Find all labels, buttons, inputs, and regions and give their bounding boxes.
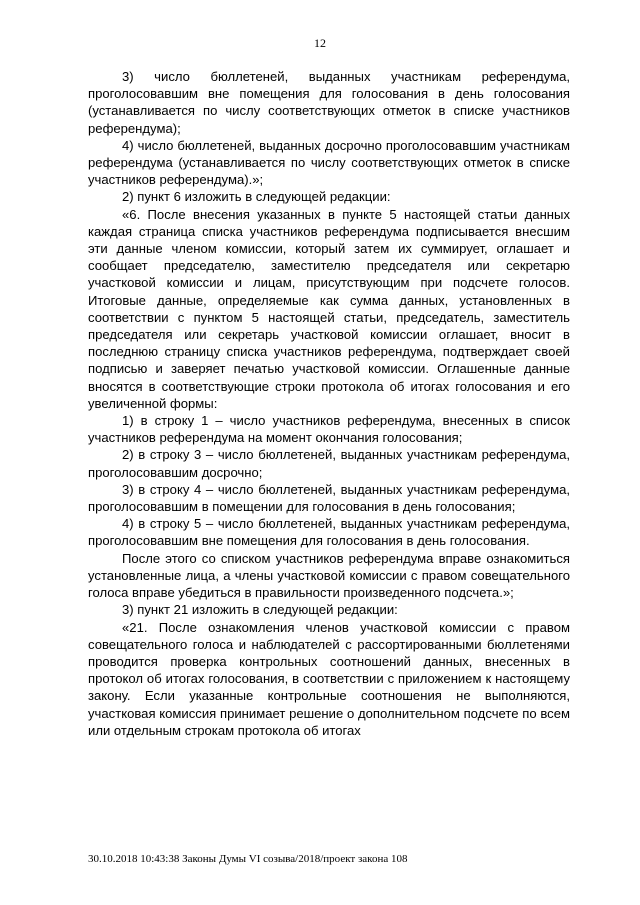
paragraph: 4) в строку 5 – число бюллетеней, выданных участникам референдума, проголосовавшим вне помещения для голосования в день голосования. [88,516,570,549]
paragraph: «6. После внесения указанных в пункте 5 настоящей статьи данных каждая страница списка участников референдума подписывается внесшим эти данные членом комиссии, который затем их суммирует, оглашает и сообщает председателю, заместителю председателя или секретарю участковой комиссии и лицам, присутствующим при подсчете голосов. Итоговые данные, определяемые как сумма данных, установленных в соответствии с пунктом 5 настоящей статьи, председатель, заместитель председателя или секретарь участковой комиссии оглашает, вносит в последнюю страницу списка участников референдума, подтверждает своей подписью и заверяет печатью участковой комиссии. Оглашенные данные вносятся в соответствующие строки протокола об итогах голосования и его увеличенной формы: [88,206,570,411]
paragraph: 4) число бюллетеней, выданных досрочно проголосовавшим участникам референдума (устанавливается по числу соответствующих отметок в списке участников референдума).»; [88,137,570,188]
paragraph: 3) в строку 4 – число бюллетеней, выданных участникам референдума, проголосовавшим в помещении для голосования в день голосования; [88,481,570,515]
paragraph: «21. После ознакомления членов участковой комиссии с правом совещательного голоса и наблюдателей с рассортированными бюллетенями проводится проверка контрольных соотношений данных, внесенных в протокол об итогах голосования, в соответствии с приложением к настоящему закону. Если указанные контрольные соотношения не выполняются, участковая комиссия принимает решение о дополнительном подсчете по всем или отдельным строкам протокола об итогах [88,619,570,738]
paragraph: 3) пункт 21 изложить в следующей редакции: [122,602,398,618]
paragraph: 2) в строку 3 – число бюллетеней, выданных участникам референдума, проголосовавшим досрочно; [88,447,570,480]
document-footer: 30.10.2018 10:43:38 Законы Думы VI созыва/2018/проект закона 108 [88,853,408,865]
paragraph: 1) в строку 1 – число участников референдума, внесенных в список участников референдума на момент окончания голосования; [88,413,570,446]
paragraph: 2) пункт 6 изложить в следующей редакции: [122,189,391,205]
paragraph: 3) число бюллетеней, выданных участникам референдума, проголосовавшим вне помещения для голосования в день голосования (устанавливается по числу соответствующих отметок в списке участников референдума); [88,69,570,136]
paragraph: После этого со списком участников референдума вправе ознакомиться установленные лица, а члены участковой комиссии с правом совещательного голоса вправе убедиться в правильности произведенного подсчета.»; [88,550,570,601]
document-body [88,68,570,739]
page-number: 12 [314,36,326,50]
